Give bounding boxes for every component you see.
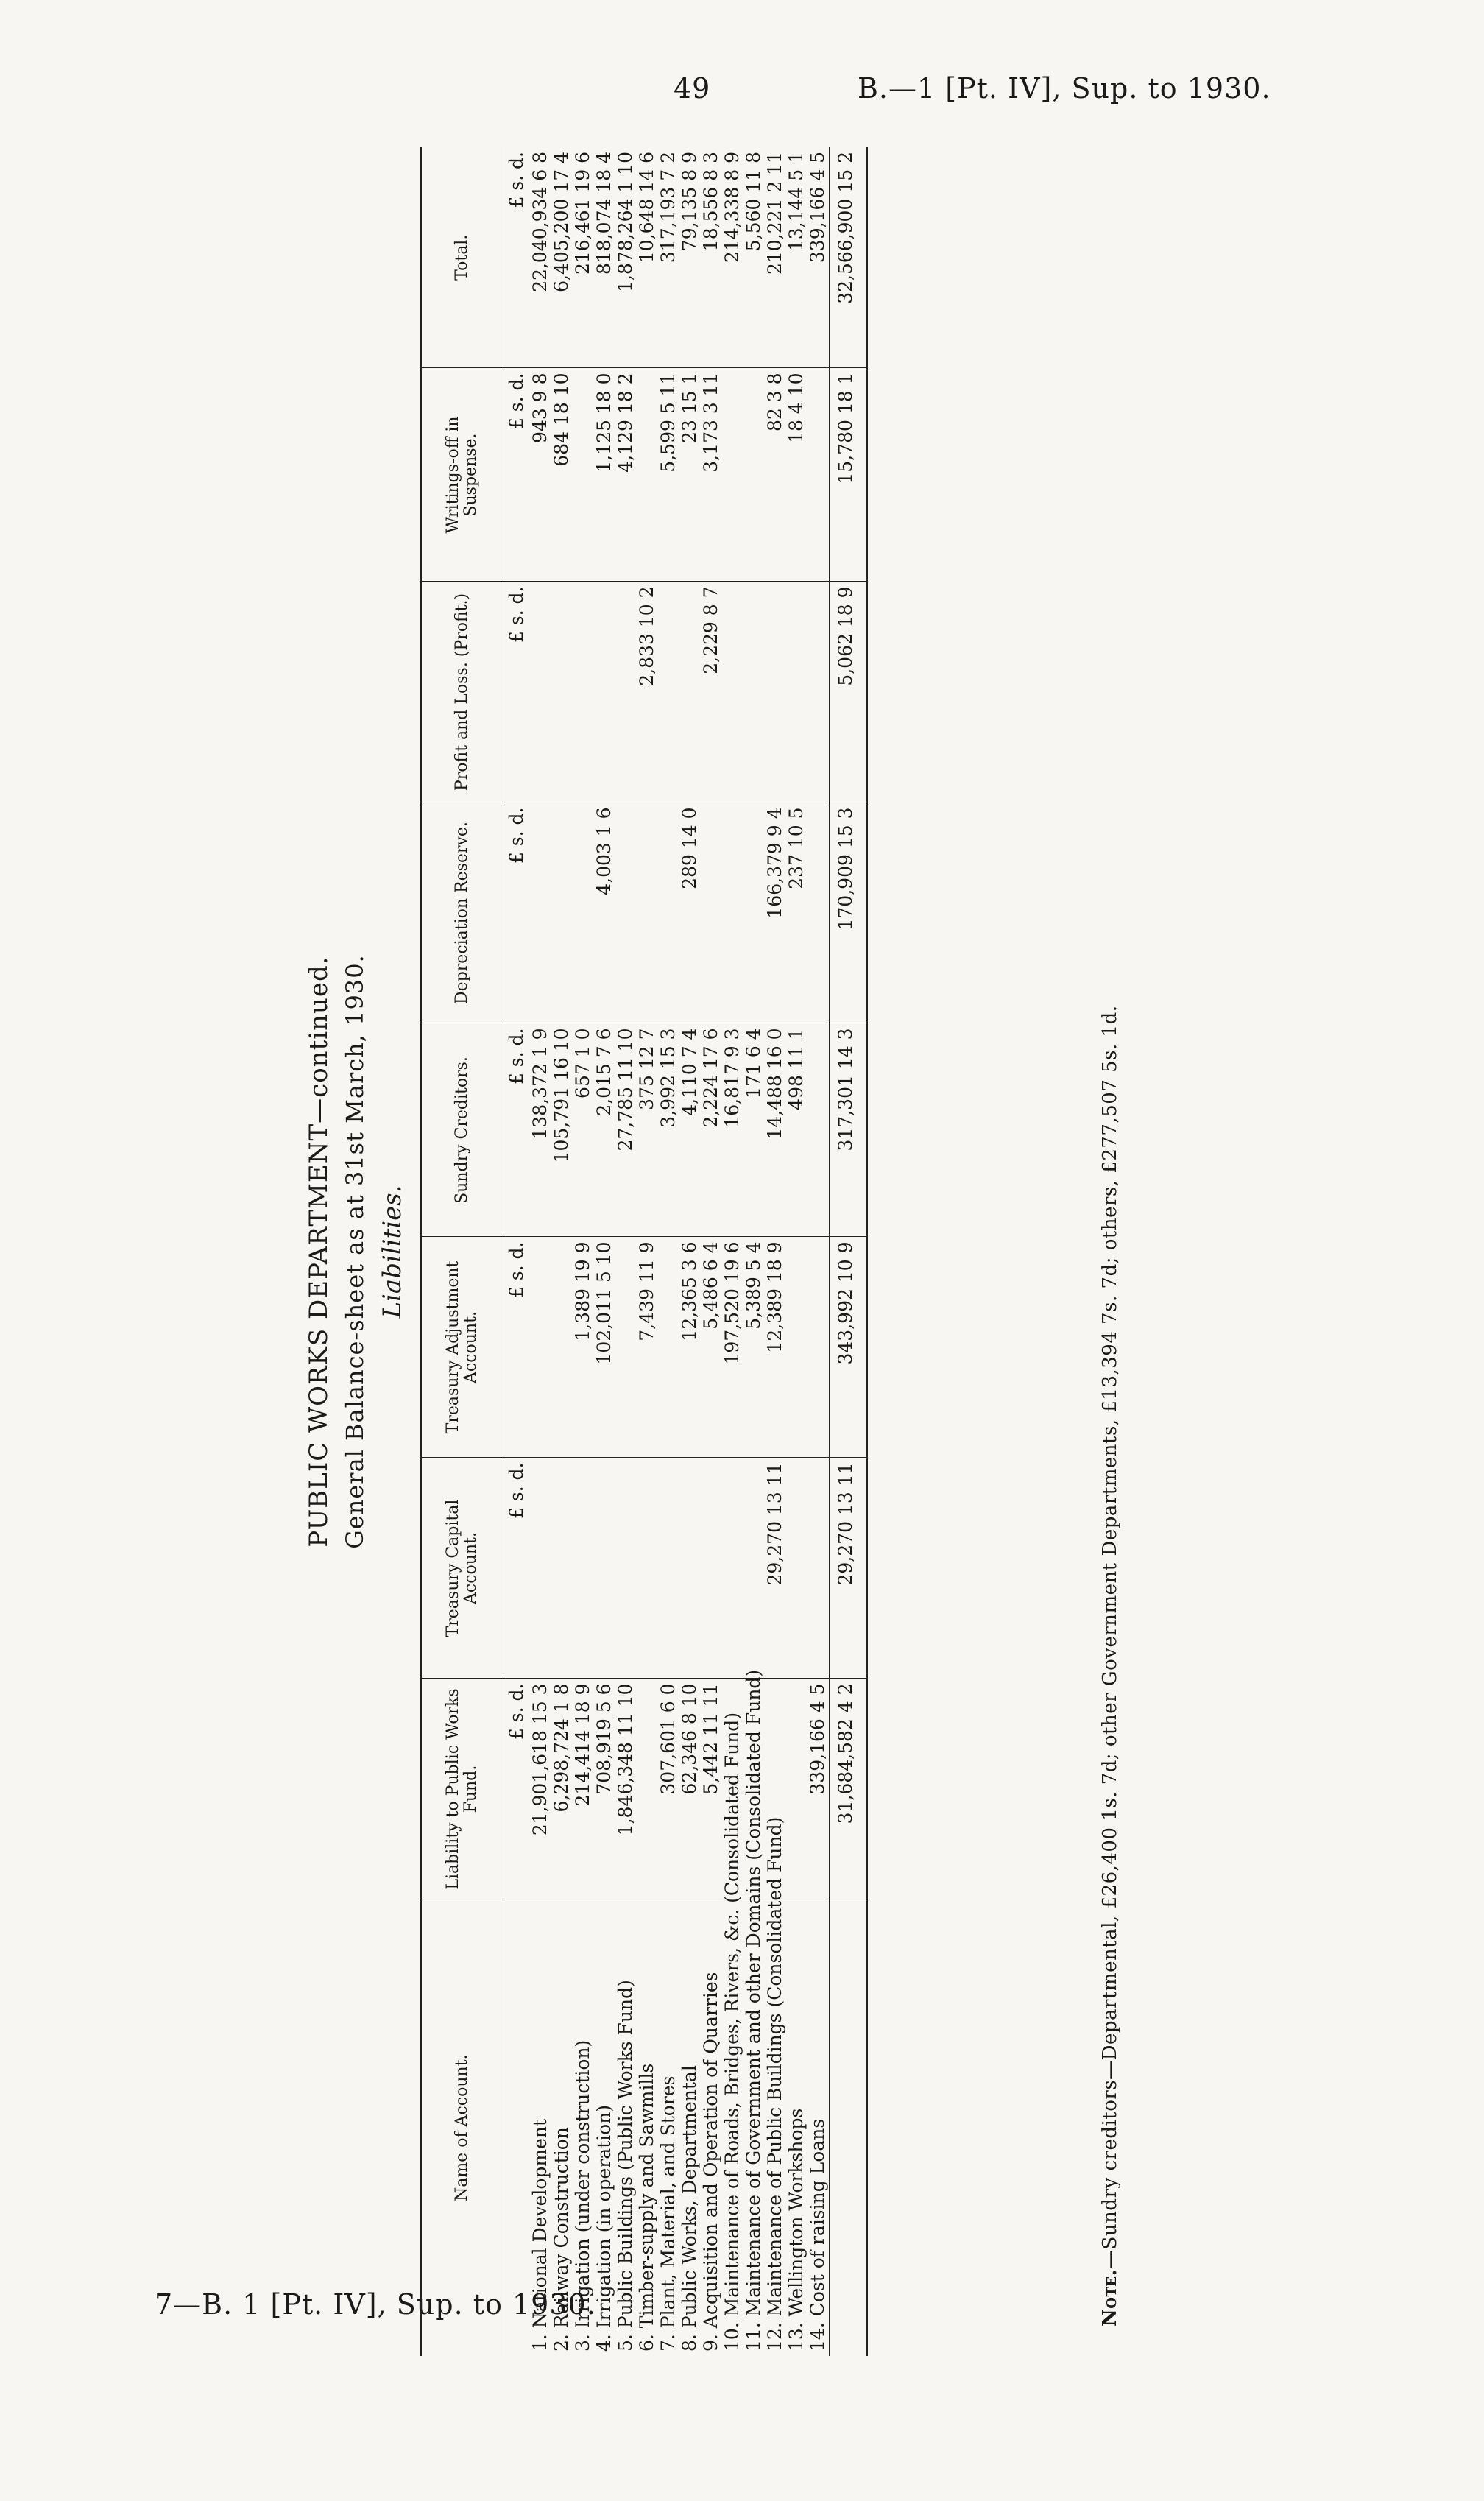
amount-total: 818,074 18 4 xyxy=(594,147,615,368)
ledger-body xyxy=(504,147,830,2356)
amount-pl xyxy=(551,582,573,802)
amount-wos: 82 3 8 xyxy=(765,368,786,582)
amount-dr xyxy=(743,802,765,1023)
amount-wos xyxy=(573,368,594,582)
amount-total: 214,338 8 9 xyxy=(722,147,743,368)
table-row xyxy=(594,147,615,2356)
amount-pl xyxy=(615,582,637,802)
amount-dr xyxy=(637,802,658,1023)
amount-wos: 943 9 8 xyxy=(530,368,551,582)
amount-wos: 5,599 5 11 xyxy=(658,368,679,582)
account-name: 2. Railway Construction xyxy=(551,2127,572,2352)
amount-wos xyxy=(743,368,765,582)
amount-total: 79,135 8 9 xyxy=(679,147,701,368)
amount-tca xyxy=(808,1458,830,1679)
amount-lpwf: 6,298,724 1 8 xyxy=(551,1679,573,1899)
amount-pl: 2,229 8 7 xyxy=(701,582,722,802)
units-cell: £ s. d. xyxy=(504,1679,531,1899)
table-row xyxy=(530,147,551,2356)
account-name: 12. Maintenance of Public Buildings (Consolidated Fund) xyxy=(764,1816,785,2352)
footnote-label: Note. xyxy=(1099,2268,1121,2327)
table-row xyxy=(786,147,808,2356)
account-name: 7. Plant, Material, and Stores xyxy=(657,2075,679,2352)
amount-dr xyxy=(573,802,594,1023)
account-name: 13. Wellington Workshops xyxy=(785,2108,807,2352)
amount-pl xyxy=(786,582,808,802)
amount-total: 22,040,934 6 8 xyxy=(530,147,551,368)
sheet-subtitle: General Balance-sheet as at 31st March, 1930. xyxy=(341,954,369,1549)
totals-label xyxy=(830,1899,868,2356)
page-number: 49 xyxy=(674,72,711,105)
amount-lpwf: 62,346 8 10 xyxy=(679,1679,701,1899)
amount-tca xyxy=(530,1458,551,1679)
amount-tca xyxy=(658,1458,679,1679)
col-treasury-capital-account: Treasury Capital Account. xyxy=(421,1458,504,1679)
table-row xyxy=(573,147,594,2356)
amount-lpwf xyxy=(786,1679,808,1899)
account-name: 4. Irrigation (in operation) xyxy=(593,2104,615,2352)
amount-pl xyxy=(808,582,830,802)
amount-taa: 197,520 19 6 xyxy=(722,1237,743,1458)
amount-taa: 1,389 19 9 xyxy=(573,1237,594,1458)
account-name: 3. Irrigation (under construction) xyxy=(572,2039,593,2352)
amount-sc: 3,992 15 3 xyxy=(658,1023,679,1237)
col-total: Total. xyxy=(421,147,504,368)
amount-total: 216,461 19 6 xyxy=(573,147,594,368)
document-reference-bottom: 7—B. 1 [Pt. IV], Sup. to 1930. xyxy=(155,2288,596,2321)
amount-taa: 12,365 3 6 xyxy=(679,1237,701,1458)
col-profit-and-loss: Profit and Loss. (Profit.) xyxy=(421,582,504,802)
amount-pl: 2,833 10 2 xyxy=(637,582,658,802)
amount-total: 339,166 4 5 xyxy=(808,147,830,368)
table-row xyxy=(743,147,765,2356)
amount-tca xyxy=(701,1458,722,1679)
amount-dr: 237 10 5 xyxy=(786,802,808,1023)
total-lpwf: 31,684,582 4 2 xyxy=(830,1679,868,1899)
account-name: 8. Public Works, Departmental xyxy=(679,2065,700,2352)
amount-tca: 29,270 13 11 xyxy=(765,1458,786,1679)
amount-sc: 375 12 7 xyxy=(637,1023,658,1237)
amount-lpwf: 5,442 11 11 xyxy=(701,1679,722,1899)
amount-pl xyxy=(530,582,551,802)
total-wos: 15,780 18 1 xyxy=(830,368,868,582)
units-row xyxy=(504,147,531,2356)
amount-tca xyxy=(679,1458,701,1679)
col-name-of-account: Name of Account. xyxy=(421,1899,504,2356)
col-treasury-adjustment-account: Treasury Adjustment Account. xyxy=(421,1237,504,1458)
amount-dr xyxy=(615,802,637,1023)
amount-total: 210,221 2 11 xyxy=(765,147,786,368)
amount-dr xyxy=(658,802,679,1023)
header-row xyxy=(421,147,504,2356)
totals-row xyxy=(830,147,868,2356)
amount-total: 10,648 14 6 xyxy=(637,147,658,368)
liabilities-table xyxy=(420,147,868,2356)
amount-taa xyxy=(658,1237,679,1458)
amount-lpwf: 708,919 5 6 xyxy=(594,1679,615,1899)
amount-lpwf xyxy=(637,1679,658,1899)
amount-tca xyxy=(743,1458,765,1679)
amount-sc: 2,015 7 6 xyxy=(594,1023,615,1237)
amount-sc: 138,372 1 9 xyxy=(530,1023,551,1237)
amount-sc: 27,785 11 10 xyxy=(615,1023,637,1237)
units-cell: £ s. d. xyxy=(504,582,531,802)
amount-dr: 4,003 1 6 xyxy=(594,802,615,1023)
col-writings-off-in-suspense: Writings-off in Suspense. xyxy=(421,368,504,582)
amount-tca xyxy=(573,1458,594,1679)
amount-lpwf: 339,166 4 5 xyxy=(808,1679,830,1899)
amount-total: 6,405,200 17 4 xyxy=(551,147,573,368)
table-row xyxy=(701,147,722,2356)
amount-wos xyxy=(637,368,658,582)
table-row xyxy=(615,147,637,2356)
account-name: 1. National Development xyxy=(529,2118,551,2352)
total-taa: 343,992 10 9 xyxy=(830,1237,868,1458)
amount-lpwf: 21,901,618 15 3 xyxy=(530,1679,551,1899)
amount-taa xyxy=(808,1237,830,1458)
amount-total: 13,144 5 1 xyxy=(786,147,808,368)
table-row xyxy=(637,147,658,2356)
amount-sc: 14,488 16 0 xyxy=(765,1023,786,1237)
amount-pl xyxy=(573,582,594,802)
amount-total: 18,556 8 3 xyxy=(701,147,722,368)
amount-pl xyxy=(722,582,743,802)
table-row xyxy=(679,147,701,2356)
account-name: 6. Timber-supply and Sawmills xyxy=(636,2063,657,2352)
amount-sc: 171 6 4 xyxy=(743,1023,765,1237)
amount-sc: 657 1 0 xyxy=(573,1023,594,1237)
amount-dr xyxy=(808,802,830,1023)
amount-sc: 105,791 16 10 xyxy=(551,1023,573,1237)
total-dr: 170,909 15 3 xyxy=(830,802,868,1023)
amount-sc: 498 11 1 xyxy=(786,1023,808,1237)
units-cell: £ s. d. xyxy=(504,368,531,582)
amount-tca xyxy=(551,1458,573,1679)
table-row xyxy=(808,147,830,2356)
account-name: 5. Public Buildings (Public Works Fund) xyxy=(615,1980,636,2352)
amount-dr: 289 14 0 xyxy=(679,802,701,1023)
col-sundry-creditors: Sundry Creditors. xyxy=(421,1023,504,1237)
units-cell: £ s. d. xyxy=(504,1023,531,1237)
units-cell: £ s. d. xyxy=(504,1237,531,1458)
amount-sc xyxy=(808,1023,830,1237)
units-cell: £ s. d. xyxy=(504,1458,531,1679)
amount-wos: 23 15 1 xyxy=(679,368,701,582)
amount-tca xyxy=(722,1458,743,1679)
units-cell: £ s. d. xyxy=(504,147,531,368)
footnote xyxy=(1099,1006,1121,2327)
amount-wos: 18 4 10 xyxy=(786,368,808,582)
amount-taa xyxy=(786,1237,808,1458)
amount-taa: 7,439 11 9 xyxy=(637,1237,658,1458)
amount-total: 5,560 11 8 xyxy=(743,147,765,368)
total-pl: 5,062 18 9 xyxy=(830,582,868,802)
table-row xyxy=(765,147,786,2356)
amount-taa xyxy=(530,1237,551,1458)
amount-taa xyxy=(615,1237,637,1458)
col-depreciation-reserve: Depreciation Reserve. xyxy=(421,802,504,1023)
table-row xyxy=(722,147,743,2356)
amount-taa: 12,389 18 9 xyxy=(765,1237,786,1458)
footnote-text: —Sundry creditors—Departmental, £26,400 1s. 7d; other Government Departments, £13,394 7s. 7d; others, £277,507 5s. 1d. xyxy=(1099,1005,1121,2269)
amount-sc: 16,817 9 3 xyxy=(722,1023,743,1237)
amount-taa: 5,486 6 4 xyxy=(701,1237,722,1458)
amount-dr xyxy=(701,802,722,1023)
total-sc: 317,301 14 3 xyxy=(830,1023,868,1237)
amount-taa: 102,011 5 10 xyxy=(594,1237,615,1458)
amount-pl xyxy=(743,582,765,802)
total-grand: 32,566,900 15 2 xyxy=(830,147,868,368)
amount-pl xyxy=(658,582,679,802)
account-name: 9. Acquisition and Operation of Quarries xyxy=(700,1972,721,2352)
amount-dr: 166,379 9 4 xyxy=(765,802,786,1023)
amount-total: 317,193 7 2 xyxy=(658,147,679,368)
amount-dr xyxy=(530,802,551,1023)
amount-wos: 3,173 3 11 xyxy=(701,368,722,582)
amount-lpwf: 307,601 6 0 xyxy=(658,1679,679,1899)
amount-total: 1,878,264 1 10 xyxy=(615,147,637,368)
department-title: PUBLIC WORKS DEPARTMENT—continued. xyxy=(304,956,333,1548)
amount-sc: 2,224 17 6 xyxy=(701,1023,722,1237)
amount-tca xyxy=(594,1458,615,1679)
amount-wos xyxy=(808,368,830,582)
amount-wos xyxy=(722,368,743,582)
amount-tca xyxy=(615,1458,637,1679)
amount-lpwf: 214,414 18 9 xyxy=(573,1679,594,1899)
document-reference-top: B.—1 [Pt. IV], Sup. to 1930. xyxy=(858,72,1271,105)
account-name: 11. Maintenance of Government and other Domains (Consolidated Fund) xyxy=(743,1669,764,2352)
amount-wos: 4,129 18 2 xyxy=(615,368,637,582)
total-tca: 29,270 13 11 xyxy=(830,1458,868,1679)
rotated-balance-sheet xyxy=(304,147,1187,2356)
amount-pl xyxy=(594,582,615,802)
amount-taa: 5,389 5 4 xyxy=(743,1237,765,1458)
amount-lpwf: 1,846,348 11 10 xyxy=(615,1679,637,1899)
amount-sc: 4,110 7 4 xyxy=(679,1023,701,1237)
units-cell: £ s. d. xyxy=(504,802,531,1023)
amount-pl xyxy=(765,582,786,802)
amount-tca xyxy=(637,1458,658,1679)
units-cell xyxy=(504,1899,531,2356)
section-title: Liabilities. xyxy=(378,1185,407,1319)
account-name: 10. Maintenance of Roads, Bridges, Rivers, &c. (Consolidated Fund) xyxy=(721,1712,743,2352)
table-row xyxy=(658,147,679,2356)
col-liability-public-works-fund: Liability to Public Works Fund. xyxy=(421,1679,504,1899)
amount-taa xyxy=(551,1237,573,1458)
amount-wos: 684 18 10 xyxy=(551,368,573,582)
account-name: 14. Cost of raising Loans xyxy=(807,2118,828,2352)
amount-dr xyxy=(722,802,743,1023)
amount-pl xyxy=(679,582,701,802)
table-row xyxy=(551,147,573,2356)
amount-wos: 1,125 18 0 xyxy=(594,368,615,582)
amount-dr xyxy=(551,802,573,1023)
amount-tca xyxy=(786,1458,808,1679)
